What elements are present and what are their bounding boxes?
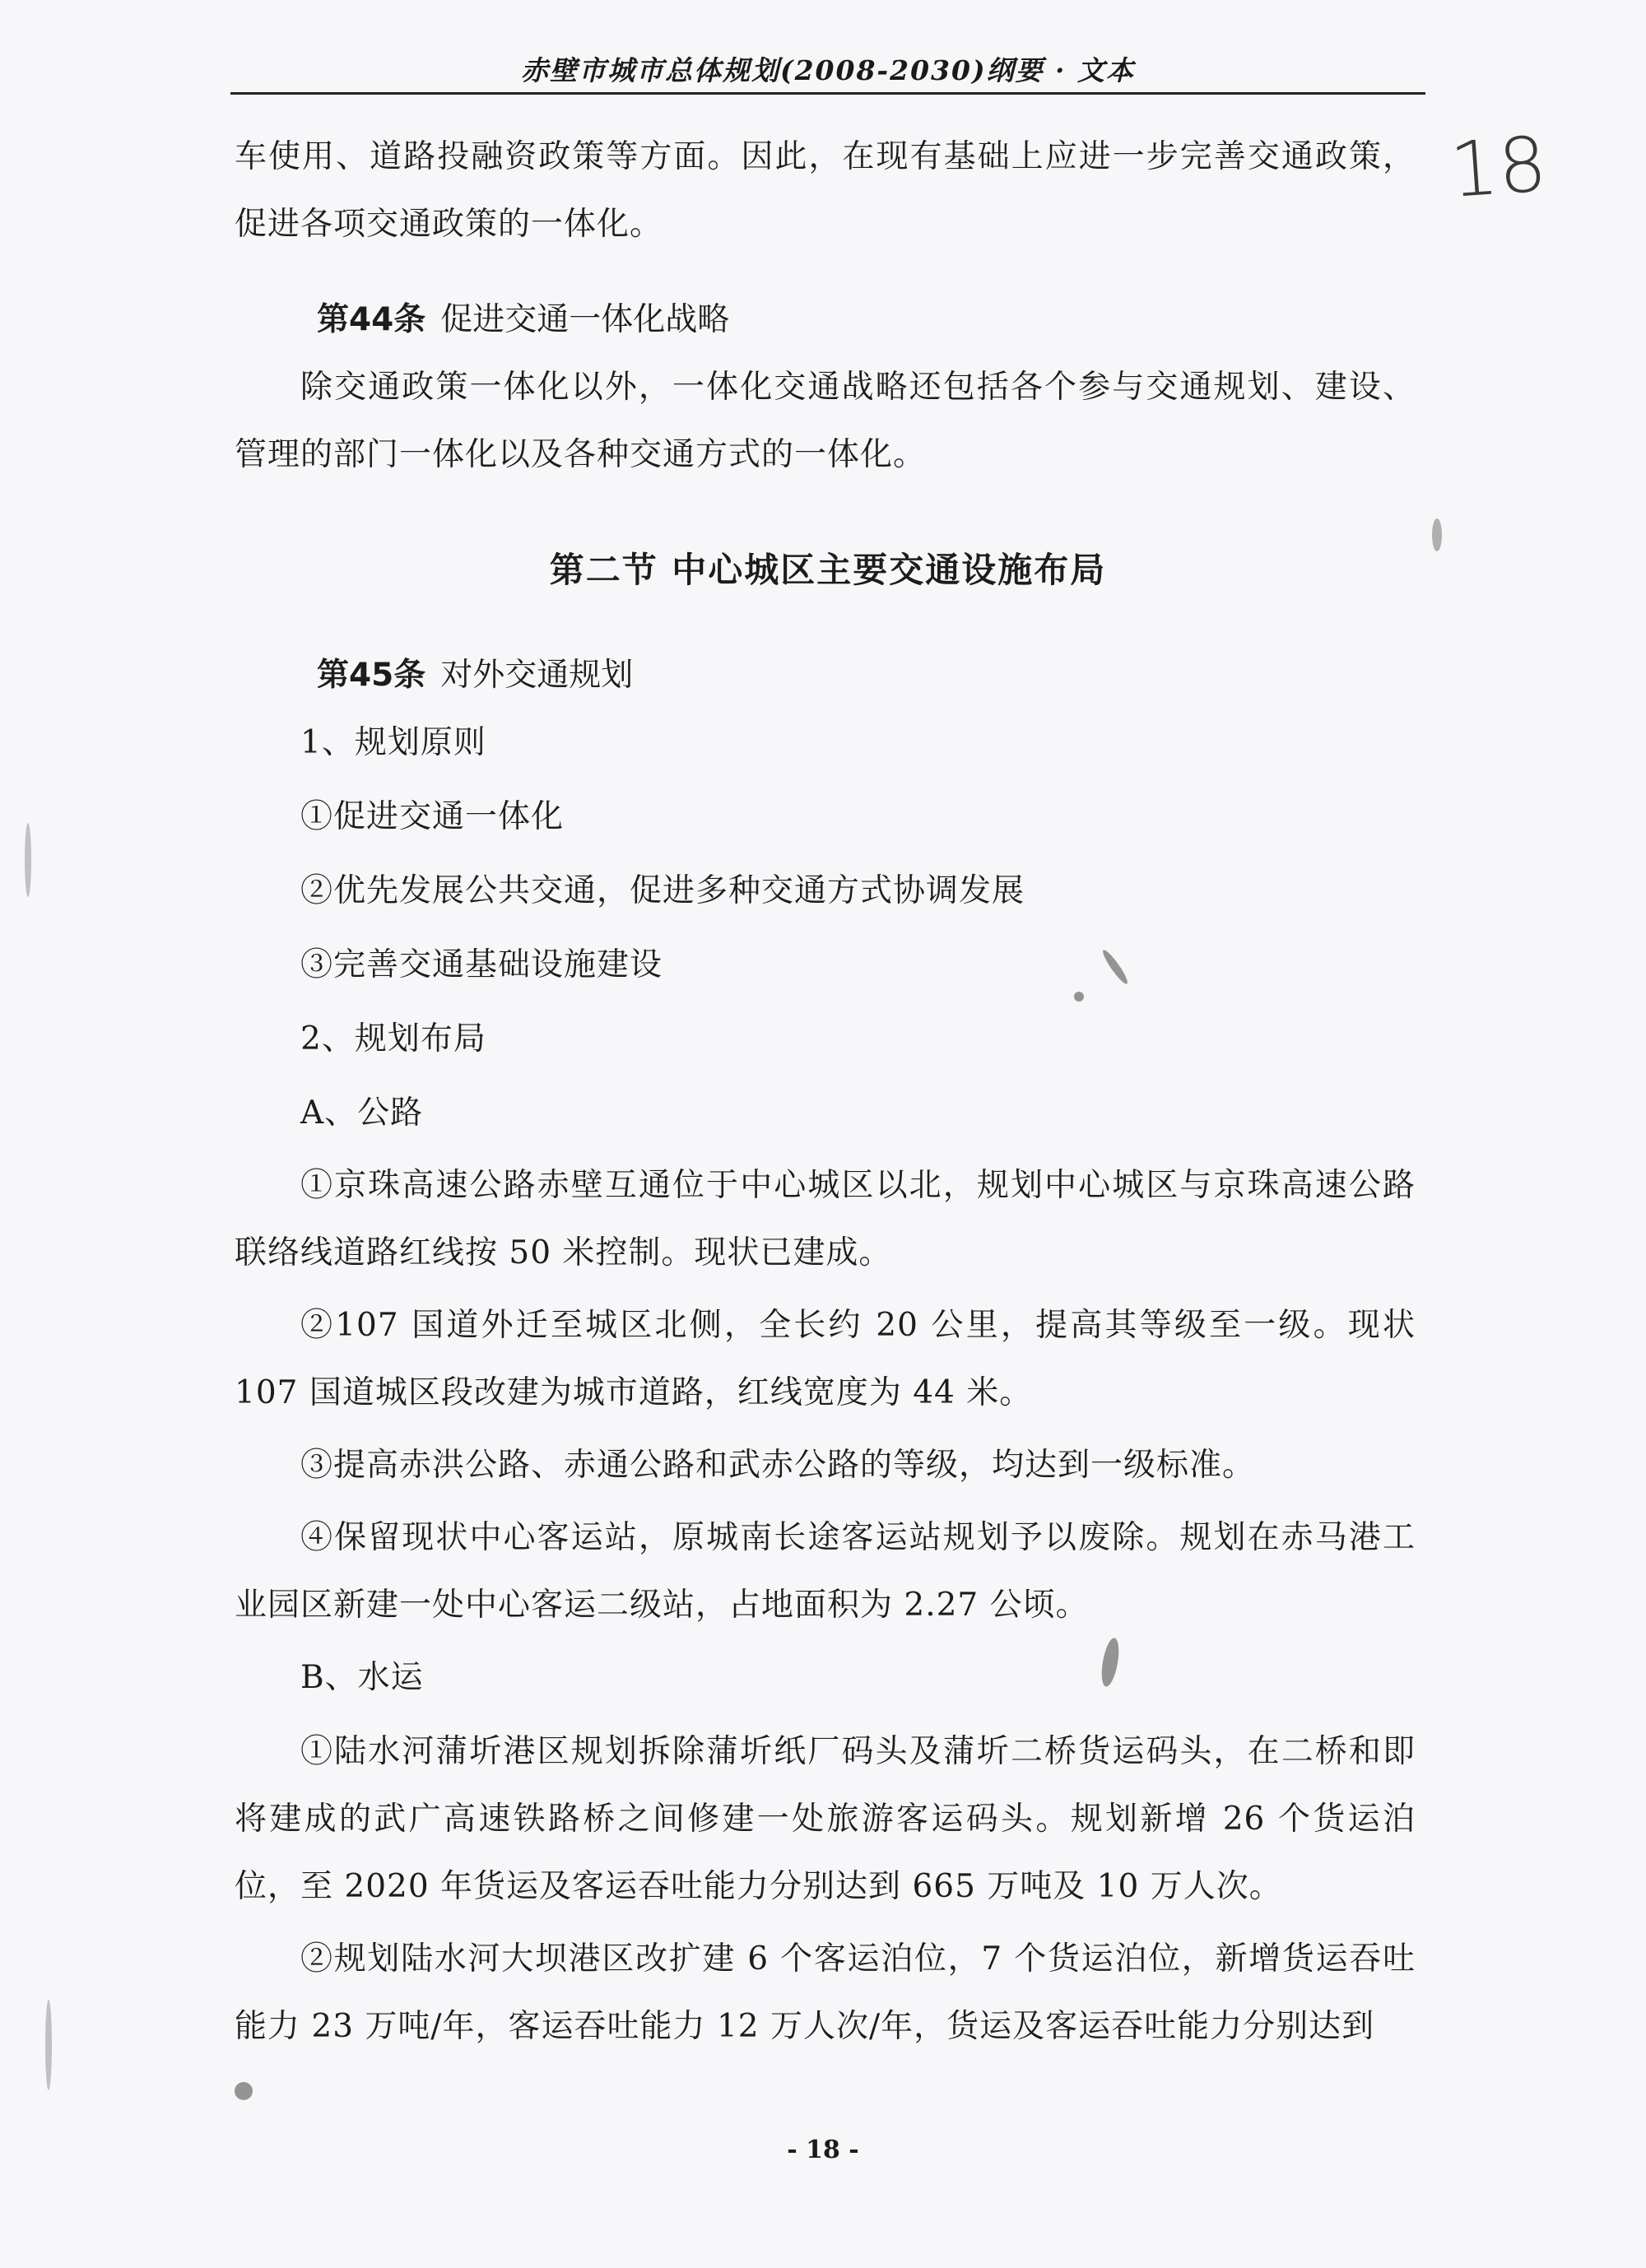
paragraph-highway-1: ①京珠高速公路赤壁互通位于中心城区以北，规划中心城区与京珠高速公路联络线道路红线按 50 米控制。现状已建成。	[235, 1167, 1416, 1271]
section-heading: 第二节 中心城区主要交通设施布局	[549, 550, 1107, 590]
handwritten-page-mark: 18	[1447, 120, 1550, 215]
list-item: B、水运	[300, 1659, 424, 1696]
paragraph-article-44: 除交通政策一体化以外，一体化交通战略还包括各个参与交通规划、建设、管理的部门一体化以及各种交通方式的一体化。	[235, 369, 1416, 473]
scan-speck	[235, 2082, 253, 2100]
list-item: ①促进交通一体化	[300, 798, 565, 835]
article-45-title: 对外交通规划	[440, 657, 634, 694]
list-item: ②优先发展公共交通，促进多种交通方式协调发展	[300, 872, 1025, 909]
paragraph-waterway-2: ②规划陆水河大坝港区改扩建 6 个客运泊位，7 个货运泊位，新增货运吞吐能力 23 万吨/年，客运吞吐能力 12 万人次/年，货运及客运吞吐能力分别达到	[235, 1940, 1416, 2045]
list-item: 2、规划布局	[300, 1020, 486, 1057]
list-item: ③完善交通基础设施建设	[300, 946, 663, 983]
page-number: - 18 -	[787, 2136, 859, 2164]
scan-speck	[1432, 518, 1442, 551]
header-rule	[230, 92, 1425, 95]
article-45-heading	[317, 642, 633, 709]
paragraph-waterway-1: ①陆水河蒲圻港区规划拆除蒲圻纸厂码头及蒲圻二桥货运码头，在二桥和即将建成的武广高速铁路桥之间修建一处旅游客运码头。规划新增 26 个货运泊位，至 2020 年货运及客运吞吐能力分别达到 665 万吨及 10 万人次。	[235, 1733, 1416, 1905]
article-44-heading	[317, 286, 729, 354]
paragraph-highway-2: ②107 国道外迁至城区北侧，全长约 20 公里，提高其等级至一级。现状 107 国道城区段改建为城市道路，红线宽度为 44 米。	[235, 1307, 1416, 1411]
paragraph-highway-3: ③提高赤洪公路、赤通公路和武赤公路的等级，均达到一级标准。	[300, 1447, 1256, 1484]
scan-speck	[45, 2000, 52, 2090]
article-44-number: 第44条	[317, 301, 426, 338]
scan-speck	[1099, 1637, 1122, 1688]
paragraph-intro: 车使用、道路投融资政策等方面。因此，在现有基础上应进一步完善交通政策，促进各项交通政策的一体化。	[235, 138, 1416, 243]
running-header: 赤壁市城市总体规划(2008-2030)纲要 · 文本	[520, 54, 1136, 86]
scan-speck	[1074, 992, 1084, 1002]
list-item: 1、规划原则	[300, 724, 486, 761]
scan-speck	[25, 823, 31, 897]
article-44-title: 促进交通一体化战略	[440, 301, 730, 338]
scan-speck	[1100, 948, 1131, 987]
article-45-number: 第45条	[317, 657, 426, 694]
paragraph-highway-4: ④保留现状中心客运站，原城南长途客运站规划予以废除。规划在赤马港工业园区新建一处中心客运二级站，占地面积为 2.27 公顷。	[235, 1519, 1416, 1624]
list-item: A、公路	[300, 1094, 424, 1132]
